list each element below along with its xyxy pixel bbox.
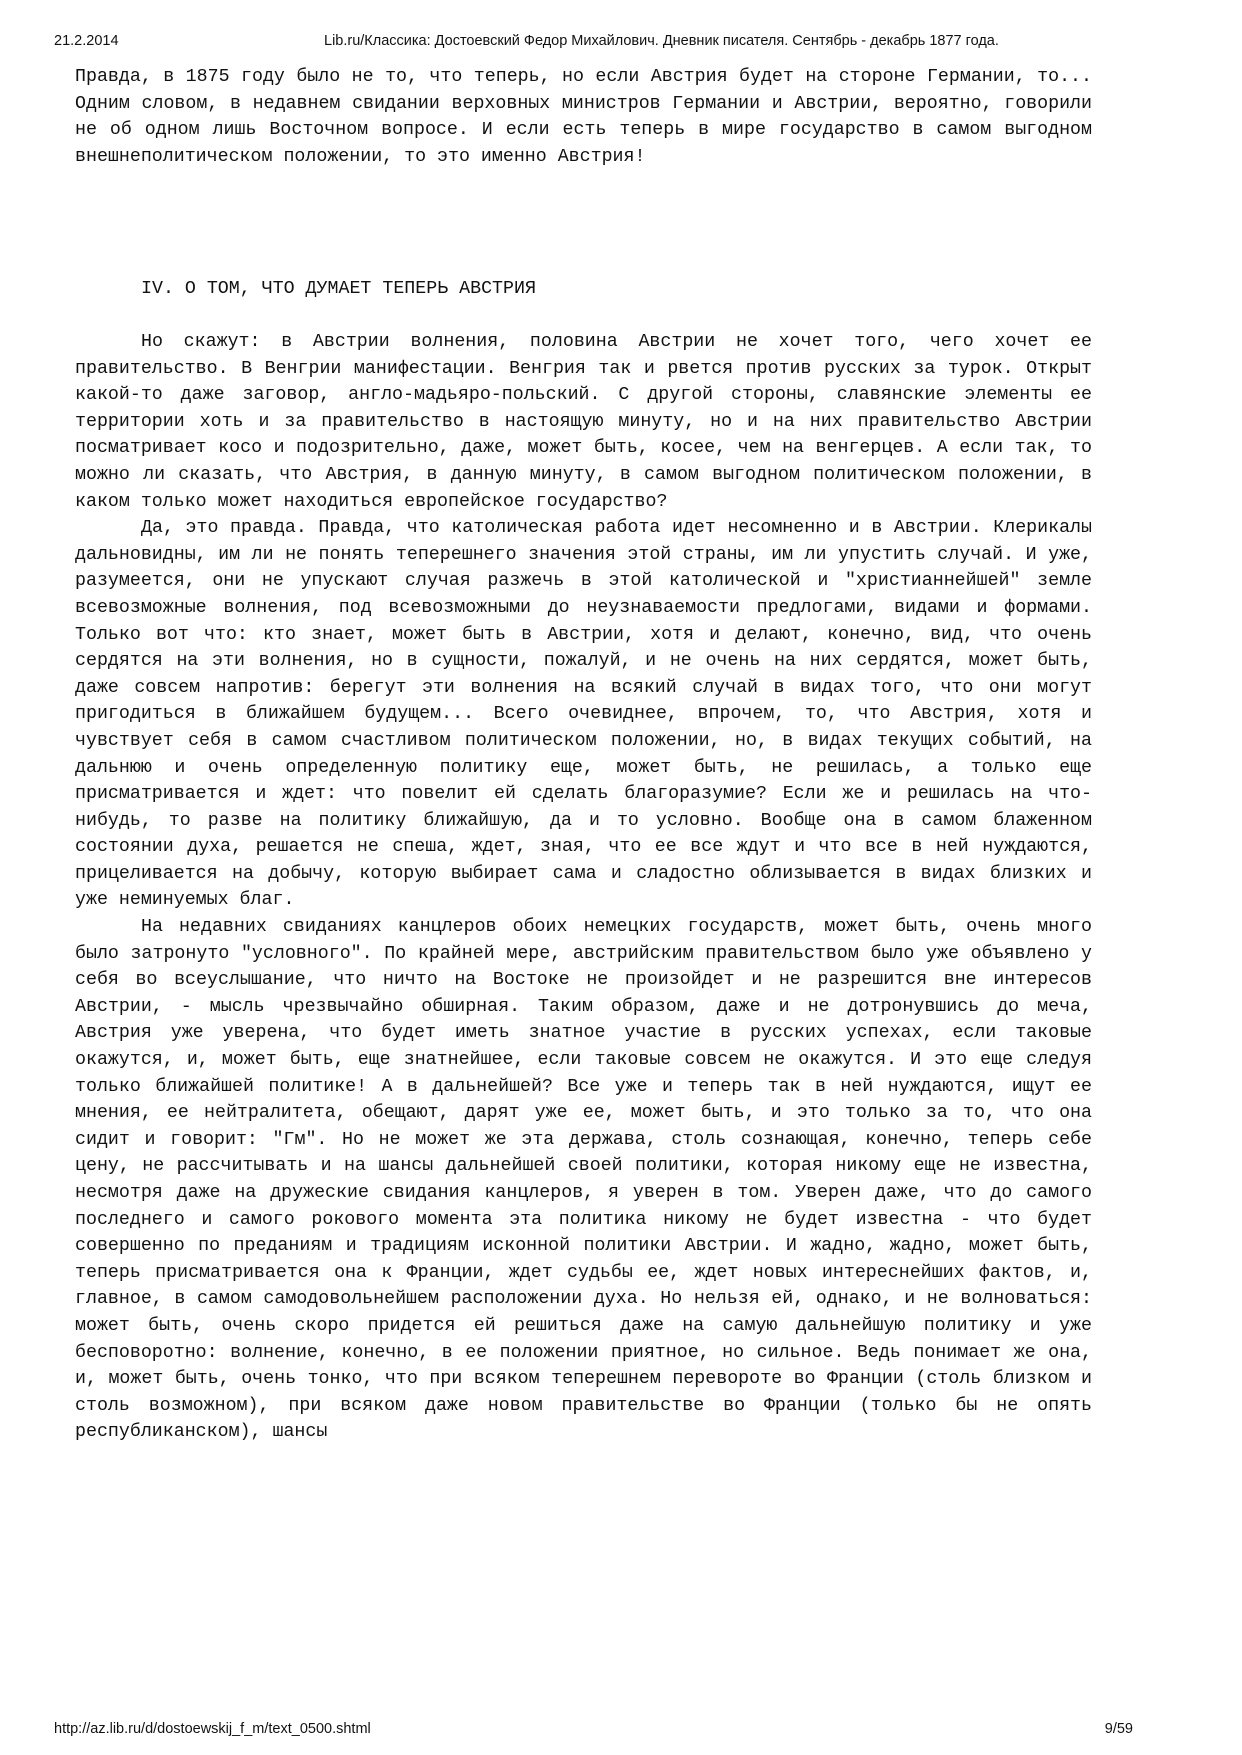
print-date: 21.2.2014 bbox=[54, 33, 119, 49]
paragraph: Да, это правда. Правда, что католическая работа идет несомненно и в Австрии. Клерикалы дальновидны, им ли не понять теперешнего значения этой страны, им ли упустить случай. И уже, разумеется, они не упускают случая разжечь в этой католической и "христианнейшей" земле всевозможные волнения, под всевозможными до неузнаваемости предлогами, видами и формами. Только вот что: кто знает, может быть в Австрии, хотя и делают, конечно, вид, что очень сердятся на эти волнения, но в сущности, пожалуй, и не очень на них сердятся, может быть, даже совсем напротив: берегут эти волнения на всякий случай в видах того, что они могут пригодиться в ближайшем будущем... Всего очевиднее, впрочем, то, что Австрия, хотя и чувствует себя в самом счастливом политическом положении, но, в видах текущих событий, на дальнюю и очень определенную политику еще, может быть, не решилась, а только еще присматривается и ждет: что повелит ей сделать благоразумие? Если же и решилась на что-нибудь, то разве на политику ближайшую, да и то условно. Вообще она в самом блаженном состоянии духа, решается не спеша, ждет, зная, что ее все ждут и что все в ней нуждаются, прицеливается на добычу, которую выбирает сама и сладостно облизывается в видах близких и уже неминуемых благ. bbox=[75, 518, 1092, 911]
print-footer bbox=[54, 1721, 1188, 1741]
section-text bbox=[75, 329, 1092, 1446]
paragraph: На недавних свиданиях канцлеров обоих немецких государств, может быть, очень много было затронуто "условного". По крайней мере, австрийским правительством было уже объявлено у себя во всеуслышание, что ничто на Востоке не произойдет и не разрешится вне интересов Австрии, - мысль чрезвычайно обширная. Таким образом, даже и не дотронувшись до меча, Австрия уже уверена, что будет иметь знатное участие в русских успехах, если таковые окажутся, и, может быть, еще знатнейшее, если таковые совсем не окажутся. И это еще следуя только ближайшей политике! А в дальнейшей? Все уже и теперь так в ней нуждаются, ищут ее мнения, ее нейтралитета, обещают, дарят уже ее, может быть, и это только за то, что она сидит и говорит: "Гм". Но не может же эта держава, столь сознающая, конечно, теперь себе цену, не рассчитывать и на шансы дальнейшей своей политики, которая никому еще не известна, несмотря даже на дружеские свидания канцлеров, я уверен в том. Уверен даже, что до самого последнего и самого рокового момента эта политика никому не будет известна - что будет совершенно по преданиям и традициям исконной политики Австрии. И жадно, жадно, может быть, теперь присматривается она к Франции, ждет судьбы ее, ждет новых интереснейших фактов, и, главное, в самом самодовольнейшем расположении духа. Но нельзя ей, однако, и не волноваться: может быть, очень скоро придется ей решиться даже на самую дальнейшую политику и уже бесповоротно: волнение, конечно, в ее положении приятное, но сильное. Ведь понимает же она, и, может быть, очень тонко, что при всяком теперешнем перевороте во Франции (столь близком и столь возможном), при всяком даже новом правительстве во Франции (только бы не опять республиканском), шансы bbox=[75, 917, 1092, 1443]
paragraph: Но скажут: в Австрии волнения, половина Австрии не хочет того, чего хочет ее правительство. В Венгрии манифестации. Венгрия так и рвется против русских за турок. Открыт какой-то даже заговор, англо-мадьяро-польский. С другой стороны, славянские элементы ее территории хоть и за правительство в настоящую минуту, но и на них правительство Австрии посматривает косо и подозрительно, даже, может быть, косее, чем на венгерцев. А если так, то можно ли сказать, что Австрия, в данную минуту, в самом выгодном политическом положении, в каком только может находиться европейское государство? bbox=[75, 332, 1092, 512]
print-page-title: Lib.ru/Классика: Достоевский Федор Михайлович. Дневник писателя. Сентябрь - декабрь 1877 года. bbox=[324, 33, 999, 49]
intro-paragraph: Правда, в 1875 году было не то, что теперь, но если Австрия будет на стороне Германии, то... Одним словом, в недавнем свидании верховных министров Германии и Австрии, вероятно, говорили не об одном лишь Восточном вопросе. И если есть теперь в мире государство в самом выгодном внешнеполитическом положении, то это именно Австрия! bbox=[75, 67, 1092, 167]
print-url[interactable]: http://az.lib.ru/d/dostoewskij_f_m/text_0500.shtml bbox=[54, 1721, 371, 1737]
print-header bbox=[54, 33, 1188, 53]
page-number: 9/59 bbox=[1104, 1721, 1133, 1737]
section-heading: IV. О ТОМ, ЧТО ДУМАЕТ ТЕПЕРЬ АВСТРИЯ bbox=[141, 279, 536, 299]
